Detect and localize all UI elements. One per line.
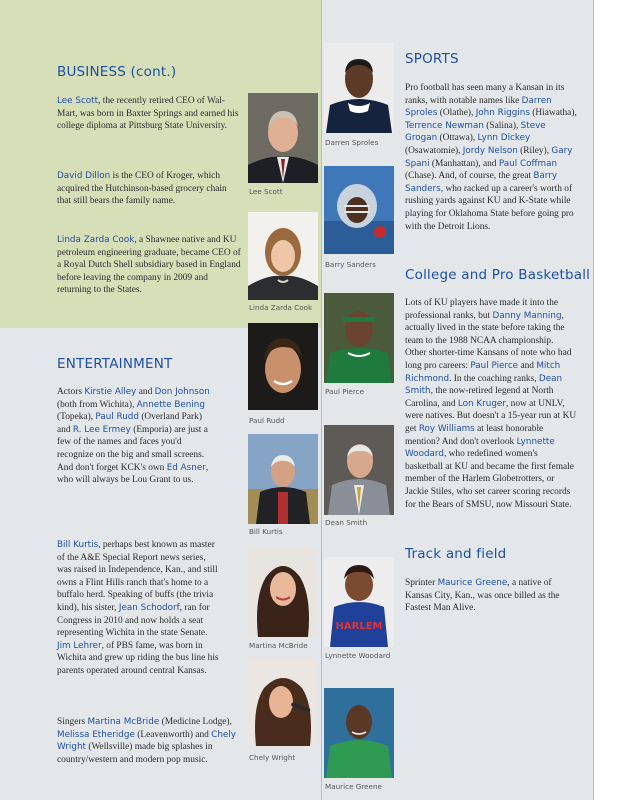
body-text: , who redefined women's basketball at KU and became the first female member of the Harlem Globetrotters, or Jackie Stiles, who set career scoring records for the Bears of SMSU, now Missouri State.	[405, 449, 574, 510]
body-text: , ran for Congress in 2010 and now holds a seat representing Wichita in the state Senate.	[57, 602, 210, 639]
paul-pierce-photo	[324, 293, 394, 383]
person-name: Annette Bening	[136, 399, 205, 410]
lynnette-woodard-caption: Lynnette Woodard	[325, 651, 391, 660]
dean-smith-photo	[324, 425, 394, 515]
body-text: Sprinter	[405, 578, 438, 588]
lee-scott-photo	[248, 93, 318, 183]
body-text: . In the coaching ranks,	[449, 373, 539, 384]
body-text: (Overland Park) and	[57, 412, 202, 435]
martina-mcbride-caption: Martina McBride	[249, 641, 308, 650]
body-text: (Osawatomie),	[405, 145, 463, 156]
person-name: Terrence Newman	[405, 120, 484, 131]
body-text: (Olathe),	[437, 108, 476, 119]
entertainment-paragraph-news	[57, 539, 219, 678]
body-text: (Chase). And, of course, the great	[405, 171, 534, 182]
body-text: (Manhattan), and	[429, 158, 499, 169]
person-name: Darren Sproles	[405, 95, 552, 119]
person-name: Steve Grogan	[405, 120, 546, 144]
page-edge-divider	[593, 0, 594, 800]
basketball-paragraph	[405, 297, 577, 511]
person-name: Danny Manning	[492, 310, 562, 321]
body-text: is the CEO of Kroger, which acquired the Hutchinson-based grocery chain that still bears the family name.	[57, 171, 227, 207]
body-text: (Medicine Lodge),	[159, 717, 232, 727]
person-name: Roy Williams	[418, 423, 475, 434]
body-text: (Topeka),	[57, 412, 96, 423]
paul-rudd-photo	[248, 323, 318, 410]
paul-rudd-caption: Paul Rudd	[249, 416, 285, 425]
body-text: Pro football has seen many a Kansan in its ranks, with notable names like	[405, 83, 565, 106]
body-text: , the now-retired legend at North Carolina, and	[405, 386, 554, 409]
body-text: (Salina),	[483, 120, 521, 131]
chely-wright-photo	[248, 658, 318, 746]
person-name: Mitch Richmond	[405, 360, 561, 384]
lynnette-woodard-photo	[324, 557, 394, 647]
person-name: Linda Zarda Cook	[57, 235, 135, 245]
sports-heading: SPORTS	[405, 51, 459, 67]
column-divider	[321, 0, 322, 800]
body-text: , who racked up a career's worth of rushing yards against KU and K-State while playing for Oklahoma State before going pro with the Detroit Lions.	[405, 183, 574, 232]
paul-pierce-caption: Paul Pierce	[325, 387, 365, 396]
lee-scott-caption: Lee Scott	[249, 187, 283, 196]
person-name: Maurice Greene	[437, 578, 508, 588]
body-text: at least honorable mention? And don't overlook	[405, 423, 544, 447]
person-name: Lynnette Woodard	[405, 436, 555, 460]
person-name: Lon Kruger	[457, 398, 506, 409]
person-name: Lee Scott	[57, 96, 99, 106]
person-name: R. Lee Ermey	[72, 424, 131, 435]
body-text: (Hiawatha),	[529, 108, 577, 119]
sports-paragraph-football	[405, 82, 577, 233]
body-text: , actually lived in the state before taking the team to the 1988 NCAA championship. Other shorter-time Kansans of note who had long pro careers:	[405, 310, 572, 371]
body-text: (Emporia) are just a few of the names and faces you'd recognize on the big and small screens. And don't forget KCK's own	[57, 424, 208, 473]
person-name: Kirstie Alley	[84, 387, 137, 397]
body-text: (Ottawa),	[437, 133, 478, 144]
person-name: Ed Asner	[166, 462, 206, 473]
business-paragraph-lee-scott	[57, 95, 239, 133]
basketball-heading: College and Pro Basketball	[405, 267, 591, 283]
body-text: (Riley),	[517, 145, 552, 156]
person-name: Paul Coffman	[498, 158, 558, 169]
barry-sanders-caption: Barry Sanders	[325, 260, 376, 269]
body-text: , who will always be Lou Grant to us.	[57, 462, 209, 486]
person-name: Don Johnson	[154, 387, 210, 397]
barry-sanders-photo	[324, 166, 394, 254]
track-paragraph	[405, 577, 577, 615]
jersey-lettering: HARLEM	[335, 621, 383, 632]
body-text: Actors	[57, 387, 85, 397]
person-name: Jordy Nelson	[462, 145, 518, 156]
body-text: , a Shawnee native and KU petroleum engineering graduate, became CEO of a Royal Dutch Shell subsidiary based in England before leaving the company in 2009 and returning to the States.	[57, 235, 241, 296]
body-text: , of PBS fame, was born in Wichita and grew up riding the bus line his parents operated around central Kansas.	[57, 640, 219, 676]
linda-zarda-cook-caption: Linda Zarda Cook	[249, 303, 313, 312]
person-name: Dean Smith	[405, 373, 563, 397]
body-text: , now at UNLV, were natives. But doesn't a 15-year run at KU get	[405, 398, 577, 434]
person-name: Paul Rudd	[95, 412, 139, 423]
person-name: Jim Lehrer	[57, 640, 102, 651]
body-text: (Leavenworth) and	[134, 729, 212, 740]
entertainment-paragraph-actors	[57, 386, 217, 487]
bill-kurtis-caption: Bill Kurtis	[249, 527, 283, 536]
person-name: Bill Kurtis	[57, 540, 99, 550]
body-text: (Wellsville) made big splashes in country/western and modern pop music.	[57, 742, 213, 765]
darren-sproles-caption: Darren Sproles	[325, 138, 379, 147]
entertainment-heading: ENTERTAINMENT	[57, 356, 173, 372]
body-text: , perhaps best known as master of the A&E Special Report news series, was raised in Independence, Kan., and still owns a Flint Hills ranch that's home to a buffalo herd. Speaking of buffs (the trivia kind), his sister,	[57, 540, 218, 613]
maurice-greene-caption: Maurice Greene	[325, 782, 382, 791]
person-name: David Dillon	[57, 171, 111, 181]
body-text: , the recently retired CEO of Wal-Mart, was born in Baxter Springs and earned his college diploma at Pittsburg State University.	[57, 96, 239, 132]
chely-wright-caption: Chely Wright	[249, 753, 296, 762]
person-name: Jean Schodorf	[118, 602, 180, 613]
track-heading: Track and field	[405, 546, 507, 562]
dean-smith-caption: Dean Smith	[325, 518, 368, 527]
maurice-greene-photo	[324, 688, 394, 778]
business-paragraph-david-dillon	[57, 170, 239, 208]
body-text: Lots of KU players have made it into the professional ranks, but	[405, 298, 559, 321]
person-name: Gary Spani	[405, 145, 573, 169]
linda-zarda-cook-photo	[248, 212, 318, 300]
bill-kurtis-photo	[248, 434, 318, 524]
person-name: Martina McBride	[87, 717, 160, 727]
body-text: and	[518, 360, 537, 371]
body-text: (both from Wichita),	[57, 399, 137, 410]
business-heading: BUSINESS (cont.)	[57, 64, 177, 80]
person-name: Barry Sanders	[405, 171, 558, 194]
darren-sproles-photo	[324, 43, 394, 133]
martina-mcbride-photo	[248, 547, 318, 637]
person-name: Chely Wright	[57, 729, 236, 753]
body-text: , a native of Kansas City, Kan., was once billed as the Fastest Man Alive.	[405, 578, 560, 614]
person-name: Lynn Dickey	[477, 133, 531, 144]
entertainment-paragraph-singers	[57, 716, 241, 766]
person-name: Paul Pierce	[470, 360, 519, 371]
person-name: John Riggins	[475, 108, 530, 119]
business-paragraph-linda-zarda-cook	[57, 234, 241, 297]
body-text: Singers	[57, 717, 88, 727]
person-name: Melissa Etheridge	[57, 729, 135, 740]
body-text: and	[136, 387, 155, 397]
